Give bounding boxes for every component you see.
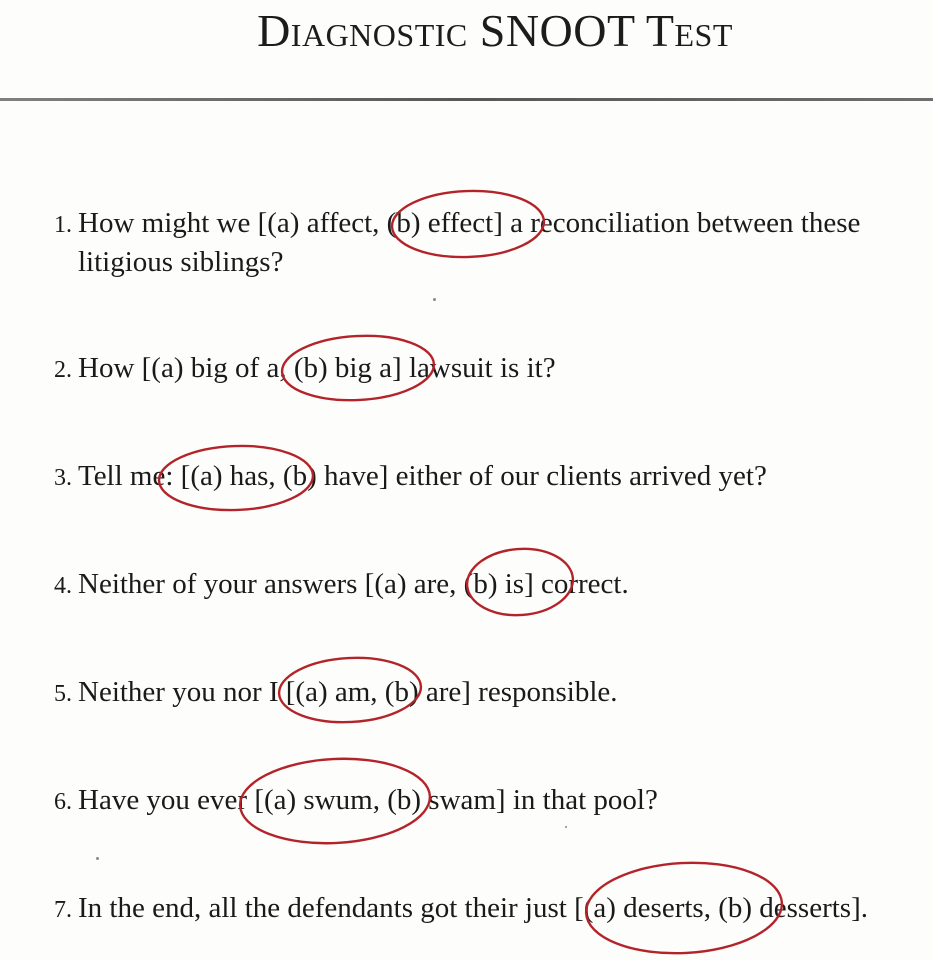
question-number: 7. <box>54 897 72 923</box>
question-number: 1. <box>54 212 72 238</box>
question-text: Neither of your answers [(a) are, (b) is] correct. <box>78 568 629 600</box>
question-item-1 <box>30 205 920 281</box>
question-text: Tell me: [(a) has, (b) have] either of our clients arrived yet? <box>78 460 767 492</box>
question-number: 5. <box>54 681 72 707</box>
question-text: In the end, all the defendants got their just [(a) deserts, (b) desserts]. <box>78 892 868 924</box>
page-title: Diagnostic SNOOT Test <box>257 5 733 56</box>
question-item-5 <box>30 674 920 713</box>
question-text: Neither you nor I [(a) am, (b) are] responsible. <box>78 676 618 708</box>
paper-speck <box>433 298 436 301</box>
question-item-4 <box>30 566 920 605</box>
question-number: 6. <box>54 789 72 815</box>
question-item-6 <box>30 782 920 821</box>
question-number: 2. <box>54 357 72 383</box>
paper-speck <box>96 857 99 860</box>
question-text: Have you ever [(a) swum, (b) swam] in that pool? <box>78 784 658 816</box>
question-number: 3. <box>54 465 72 491</box>
question-text: How might we [(a) affect, (b) effect] a reconciliation between these <box>78 207 861 239</box>
question-item-2 <box>30 350 920 389</box>
paper-speck <box>565 826 567 828</box>
question-text-continued: litigious siblings? <box>78 246 284 278</box>
question-number: 4. <box>54 573 72 599</box>
question-item-7 <box>30 890 920 929</box>
question-text: How [(a) big of a, (b) big a] lawsuit is it? <box>78 352 556 384</box>
question-item-3 <box>30 458 920 497</box>
